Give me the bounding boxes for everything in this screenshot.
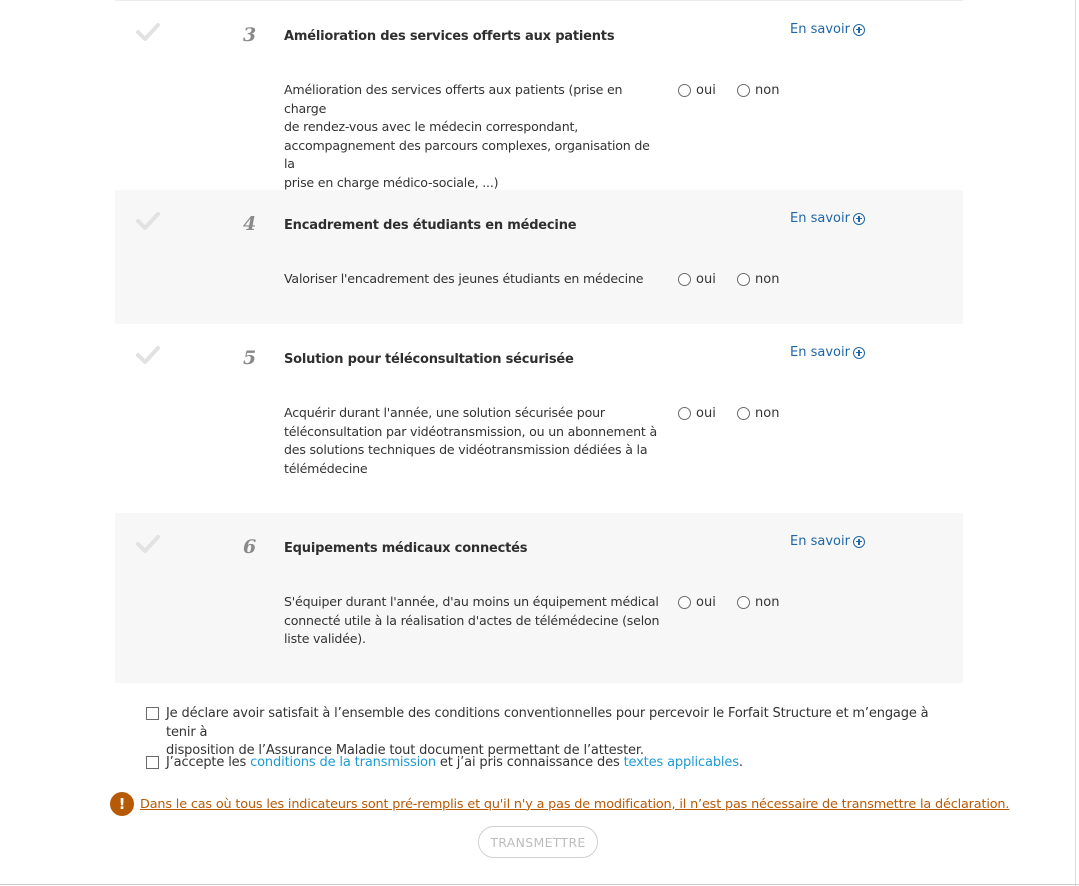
learn-more-label: En savoir <box>790 534 850 549</box>
radio-circle[interactable] <box>678 84 691 97</box>
learn-more-label: En savoir <box>790 345 850 360</box>
radio-oui[interactable] <box>678 83 716 98</box>
indicator-number: 6 <box>243 536 257 558</box>
plus-circle-icon <box>853 347 865 359</box>
radio-circle[interactable] <box>737 84 750 97</box>
description-line: Acquérir durant l'année, une solution sécurisée pour <box>284 405 605 420</box>
radio-circle[interactable] <box>678 407 691 420</box>
indicator-title: Encadrement des étudiants en médecine <box>284 218 577 233</box>
radio-label: oui <box>696 406 716 421</box>
description-line: Valoriser l'encadrement des jeunes étudiants en médecine <box>284 271 644 286</box>
notice <box>110 792 1009 816</box>
indicator-number: 4 <box>243 213 257 235</box>
learn-more-link[interactable] <box>790 534 865 549</box>
acceptance-text-middle: et j’ai pris connaissance des <box>435 755 624 770</box>
radio-label: non <box>755 272 780 287</box>
indicator-4 <box>115 190 963 324</box>
radio-label: oui <box>696 83 716 98</box>
radio-oui[interactable] <box>678 595 716 610</box>
radio-non[interactable] <box>737 595 779 610</box>
indicator-3 <box>115 1 963 190</box>
declaration-text <box>166 705 936 761</box>
description-line: prise en charge médico-sociale, ...) <box>284 174 499 190</box>
description-line: téléconsultation par vidéotransmission, ou un abonnement à <box>284 423 657 439</box>
learn-more-label: En savoir <box>790 211 850 226</box>
indicator-description <box>284 270 664 289</box>
description-line: liste validée). <box>284 631 366 646</box>
learn-more-label: En savoir <box>790 22 850 37</box>
radio-oui[interactable] <box>678 272 716 287</box>
radio-circle[interactable] <box>737 596 750 609</box>
acceptance-text-start: J’accepte les <box>166 755 251 770</box>
radio-label: oui <box>696 595 716 610</box>
indicator-description <box>284 404 664 478</box>
indicator-title: Solution pour téléconsultation sécurisée <box>284 352 574 367</box>
radio-label: non <box>755 83 780 98</box>
plus-circle-icon <box>853 536 865 548</box>
transmettre-button[interactable]: TRANSMETTRE <box>478 826 598 858</box>
indicator-description <box>284 81 664 192</box>
radio-circle[interactable] <box>737 407 750 420</box>
radio-non[interactable] <box>737 406 779 421</box>
acceptance-text <box>166 754 936 773</box>
plus-circle-icon <box>853 24 865 36</box>
learn-more-link[interactable] <box>790 345 865 360</box>
check-icon <box>135 345 161 365</box>
radio-non[interactable] <box>737 272 779 287</box>
description-line: accompagnement des parcours complexes, organisation de la <box>284 137 650 171</box>
textes-applicables-link[interactable]: textes applicables <box>623 755 739 770</box>
acceptance-row <box>146 754 936 773</box>
learn-more-link[interactable] <box>790 211 865 226</box>
acceptance-text-end: . <box>738 755 743 770</box>
radio-circle[interactable] <box>678 273 691 286</box>
radio-circle[interactable] <box>678 596 691 609</box>
description-line: connecté utile à la réalisation d'actes de télémédecine (selon <box>284 612 660 628</box>
indicator-title: Equipements médicaux connectés <box>284 541 528 556</box>
description-line: télémédecine <box>284 460 368 476</box>
description-line: Amélioration des services offerts aux patients (prise en charge <box>284 82 623 116</box>
bottom-border <box>0 884 1079 885</box>
radio-circle[interactable] <box>737 273 750 286</box>
learn-more-link[interactable] <box>790 22 865 37</box>
indicator-number: 5 <box>243 347 257 369</box>
radio-label: non <box>755 406 780 421</box>
declaration-checkbox[interactable] <box>146 707 159 720</box>
declaration-line: Je déclare avoir satisfait à l’ensemble des conditions conventionnelles pour percevoir le Forfait Structure et m’engage à tenir à <box>166 706 929 740</box>
indicator-description <box>284 593 664 649</box>
conditions-transmission-link[interactable]: conditions de la transmission <box>250 755 436 770</box>
warning-icon: ! <box>110 792 134 816</box>
indicator-5 <box>115 324 963 513</box>
radio-label: oui <box>696 272 716 287</box>
declaration-row <box>146 705 936 761</box>
scroll-edge <box>1075 0 1076 886</box>
plus-circle-icon <box>853 213 865 225</box>
check-icon <box>135 22 161 42</box>
check-icon <box>135 211 161 231</box>
indicator-6 <box>115 513 963 683</box>
description-line: de rendez-vous avec le médecin correspondant, <box>284 119 579 134</box>
notice-text: Dans le cas où tous les indicateurs sont pré-remplis et qu'il n'y a pas de modification, il n’est pas nécessaire de transmettre la déclaration. <box>140 796 1010 812</box>
indicator-title: Amélioration des services offerts aux patients <box>284 29 615 44</box>
description-line: S'équiper durant l'année, d'au moins un équipement médical <box>284 594 659 609</box>
acceptance-checkbox[interactable] <box>146 756 159 769</box>
description-line: des solutions techniques de vidéotransmission dédiées à la <box>284 442 648 457</box>
radio-label: non <box>755 595 780 610</box>
radio-non[interactable] <box>737 83 779 98</box>
check-icon <box>135 534 161 554</box>
radio-oui[interactable] <box>678 406 716 421</box>
declaration-line: disposition de l’Assurance Maladie tout document permettant de l’attester. <box>166 743 644 758</box>
indicator-number: 3 <box>243 24 257 46</box>
